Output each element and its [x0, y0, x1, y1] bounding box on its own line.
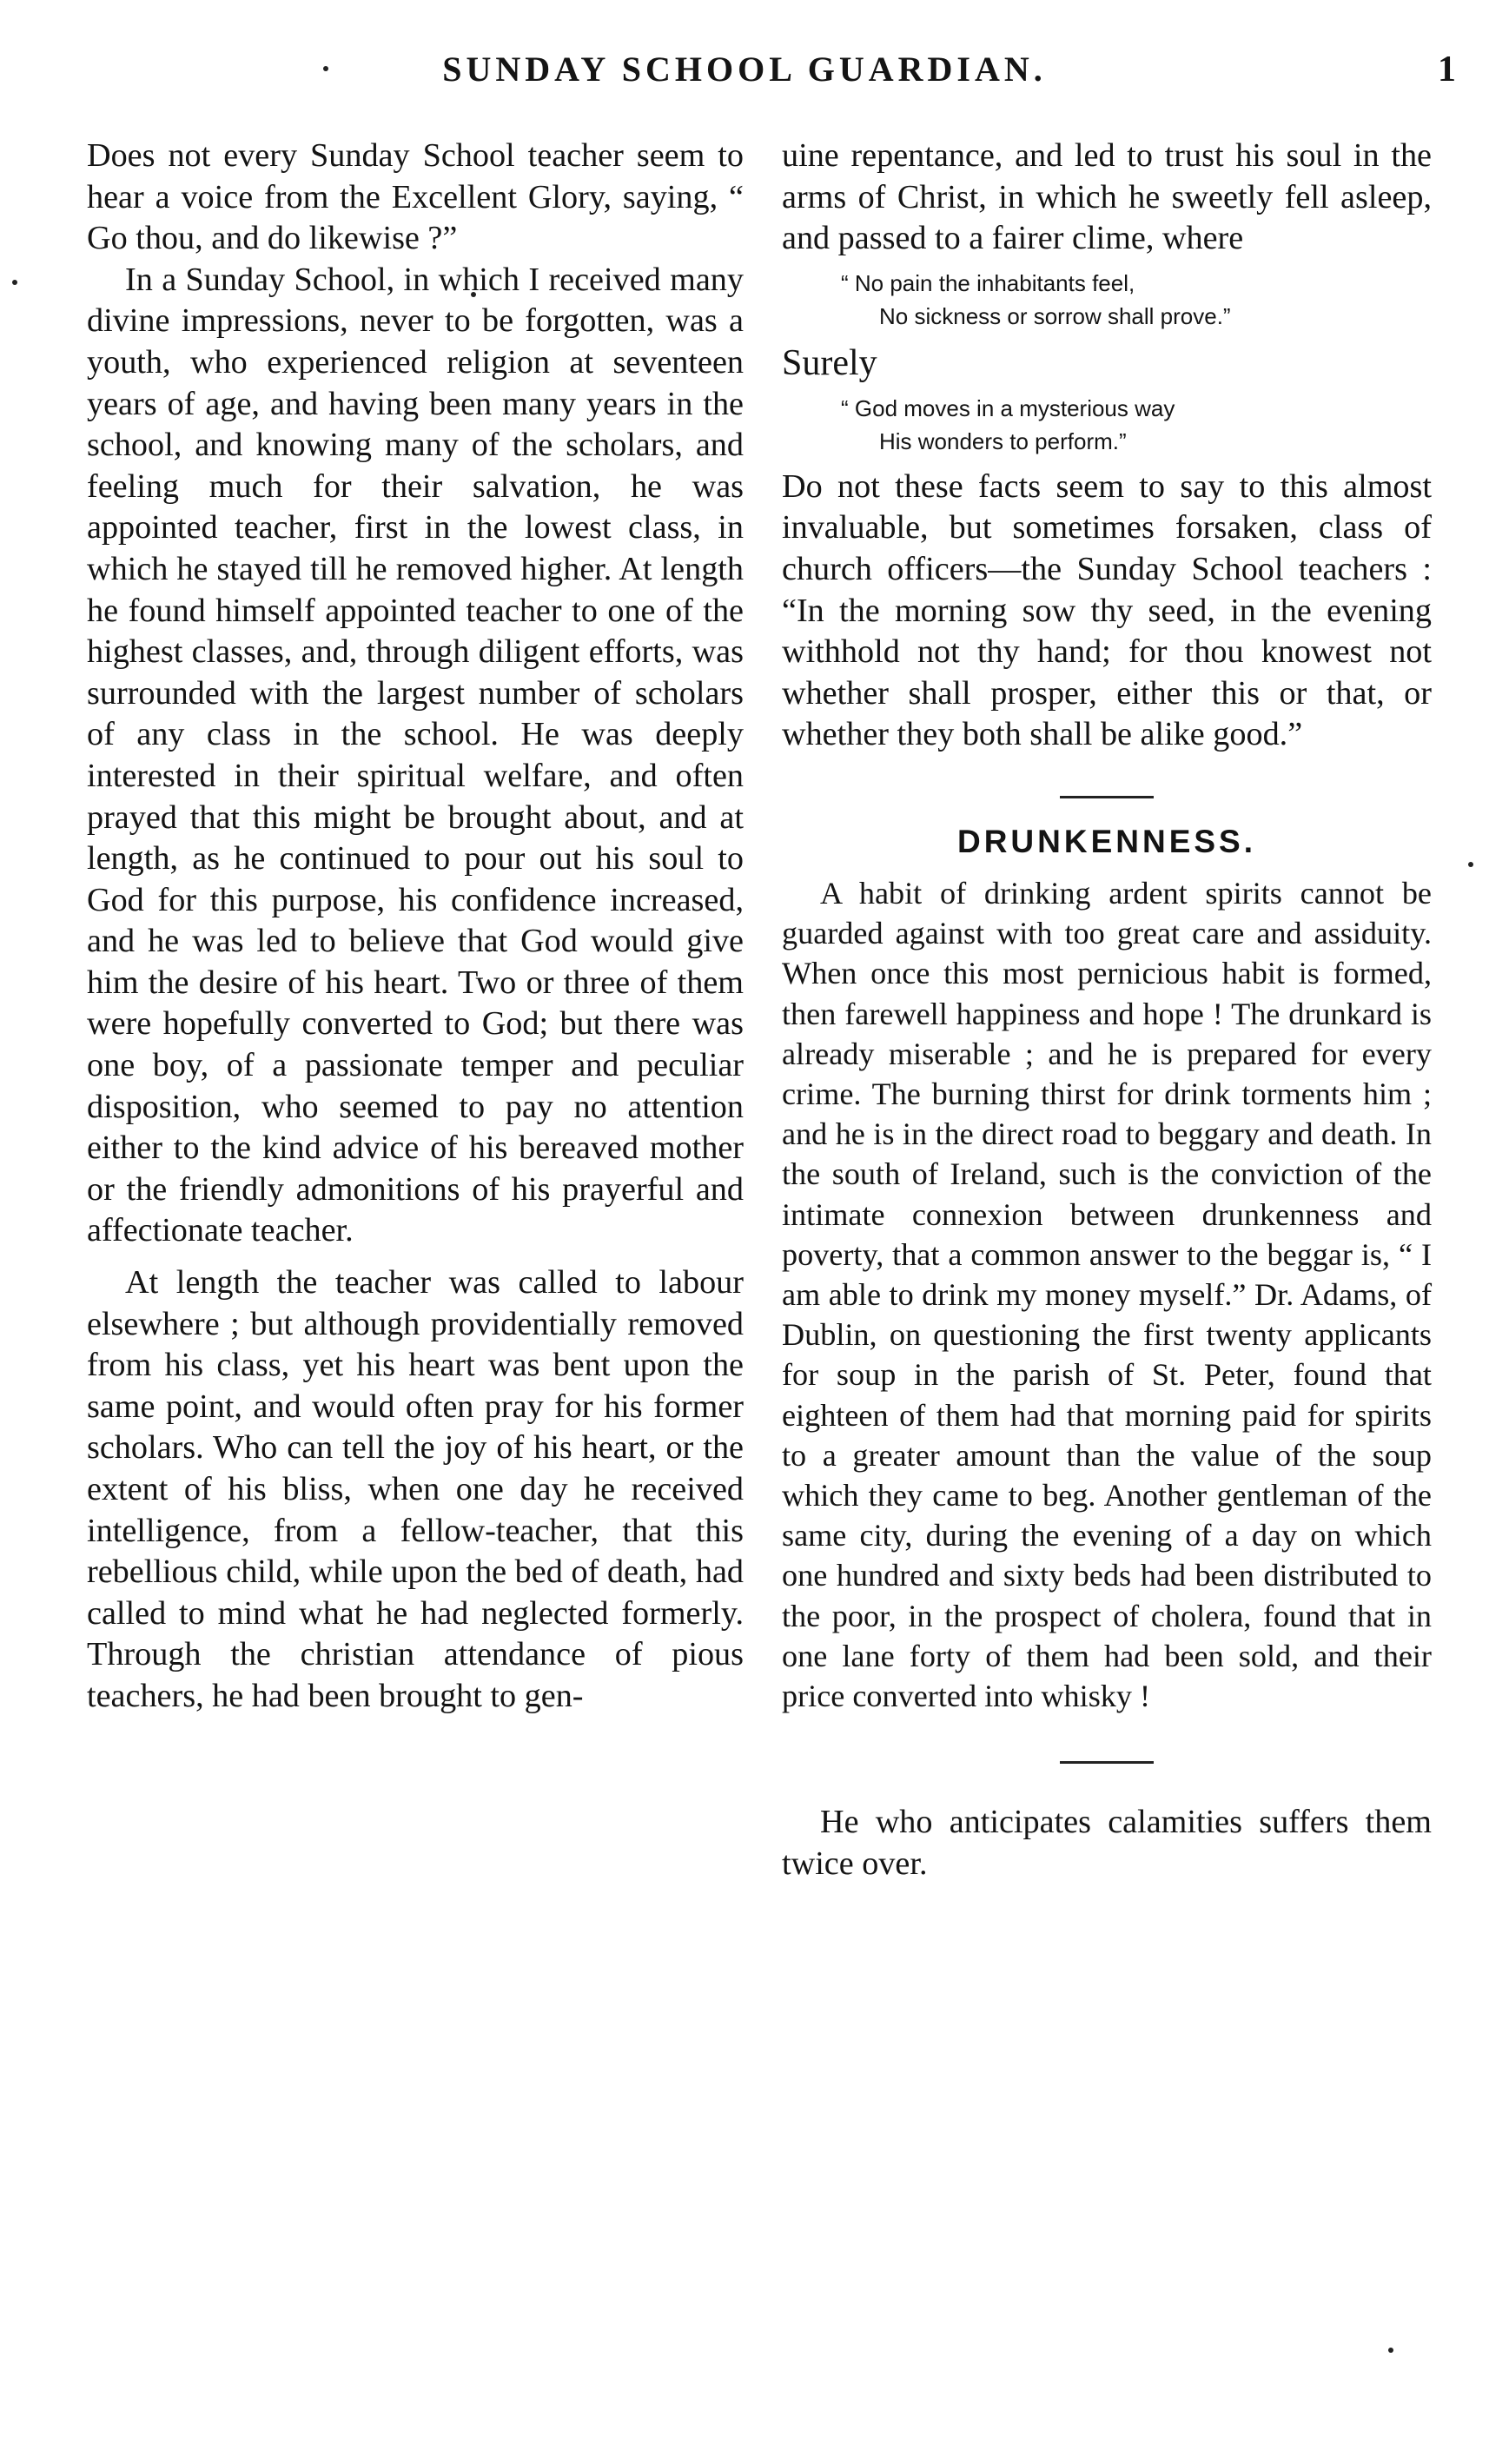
verse-line: “ No pain the inhabitants feel,	[841, 269, 1135, 296]
paragraph-church-officers: Do not these facts seem to say to this almost invaluable, but sometimes forsaken, class of church officers—the Sunday School teachers : “In the morning sow thy seed, in the evening withhold not thy hand; for thou knowest not whether shall prosper, either this or that, or whether they both shall be alike good.”	[782, 467, 1432, 753]
verse-quotation-heaven	[782, 267, 1432, 333]
paragraph-intro-question: Does not every Sunday School teacher seem to hear a voice from the Excellent Glory, saying, “ Go thou, and do likewise ?”	[87, 137, 744, 257]
verse-line: No sickness or sorrow shall prove.”	[879, 302, 1231, 329]
paragraph-teacher-called: At length the teacher was called to labour elsewhere ; but although providentially removed from his class, yet his heart was bent upon the same point, and would often pray for his former scholars. Who can tell the joy of his heart, or the extent of his bliss, when one day he received intelligence, from a fellow-teacher, that this rebellious child, while upon the bed of death, had called to mind what he had neglected formerly. Through the christian attendance of pious teachers, he had been brought to gen-	[87, 1264, 744, 1714]
page-number: 1	[1438, 50, 1456, 89]
paragraph-repentance: uine repentance, and led to trust his soul in the arms of Christ, in which he sweetly fell asleep, and passed to a fairer clime, where	[782, 137, 1432, 257]
paragraph-youth-story: In a Sunday School, in which I received many divine impressions, never to be forgotten, was a youth, who experienced religion at seventeen years of age, and having been many years in the school, and knowing many of the scholars, and feeling much for their salvation, he was appointed teacher, first in the lowest class, in which he stayed till he removed higher. At length he found himself appointed teacher to one of the highest classes, and, through diligent efforts, was surrounded with the largest number of scholars of any class in the school. He was deeply interested in their spiritual welfare, and often prayed that this might be brought about, and at length, as he continued to pour out his soul to God for this purpose, his confidence increased, and he was led to believe that God would give him the desire of his heart. Two or three of them were hopefully converted to God; but there was one boy, of a passionate temper and peculiar disposition, who seemed to pay no attention either to the kind advice of his bereaved mother or the friendly admonitions of his prayerful and affectionate teacher.	[87, 261, 744, 1249]
paragraph-drunkenness: A habit of drinking ardent spirits cannot be guarded against with too great care and assiduity. When once this most pernicious habit is formed, then farewell happiness and hope ! The drunkard is already miserable ; and he is prepared for every crime. The burning thirst for drink torments him ; and he is in the direct road to beggary and death. In the south of Ireland, such is the conviction of the intimate connexion between drunkenness and poverty, that a common answer to the beggar is, “ I am able to drink my money myself.” Dr. Adams, of Dublin, on questioning the first twenty applicants for soup in the parish of St. Peter, found that eighteen of them had that morning paid for spirits to a greater amount than the value of the soup which they came to beg. Another gentleman of the same city, during the evening of a day on which one hundred and sixty beds had been distributed to the poor, in the prospect of cholera, found that in one lane forty of them had been sold, and their price converted into whisky !	[782, 875, 1432, 1713]
paragraph-closing-maxim: He who anticipates calamities suffers them twice over.	[782, 1804, 1432, 1882]
right-column	[782, 136, 1432, 1884]
print-speck	[1468, 862, 1473, 867]
section-divider	[1060, 1761, 1154, 1764]
verse-line: His wonders to perform.”	[879, 427, 1127, 454]
print-speck	[1388, 2348, 1393, 2353]
section-heading-drunkenness: DRUNKENNESS.	[956, 823, 1257, 859]
running-head	[0, 49, 1489, 101]
verse-quotation-god-moves	[782, 392, 1432, 458]
print-speck	[12, 280, 17, 285]
print-speck	[323, 66, 328, 71]
verse-line: “ God moves in a mysterious way	[841, 394, 1175, 421]
section-divider	[1060, 796, 1154, 798]
header-title: SUNDAY SCHOOL GUARDIAN.	[442, 50, 1047, 89]
surely-line: Surely	[782, 342, 877, 383]
left-column	[87, 136, 744, 1718]
